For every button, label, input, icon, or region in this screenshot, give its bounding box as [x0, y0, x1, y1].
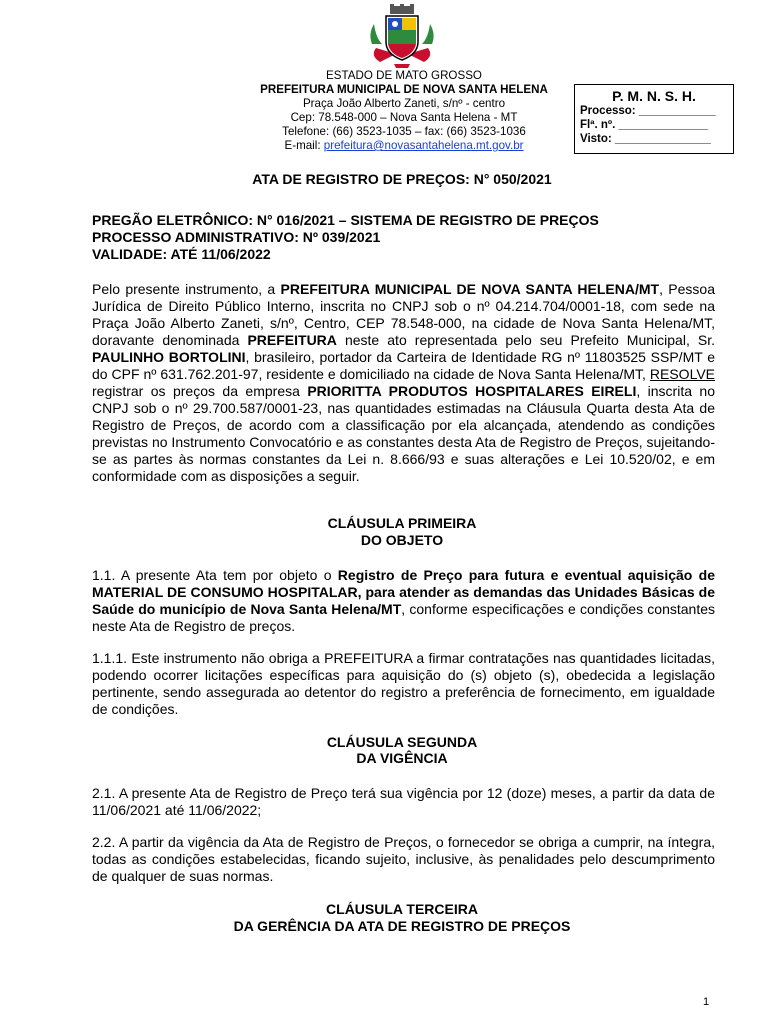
- clause3-subtitle: DA GERÊNCIA DA ATA DE REGISTRO DE PREÇOS: [233, 918, 571, 934]
- clause2-subtitle: DA VIGÊNCIA: [356, 750, 448, 766]
- pregao-line: PREGÃO ELETRÔNICO: N° 016/2021 – SISTEMA DE REGISTRO DE PREÇOS: [92, 212, 599, 228]
- intro-text-6: , inscrita no CNPJ sob o nº 29.700.587/0001-23, nas quantidades estimadas na Cláusula Quarta desta Ata de Registro de Preços, de acordo com a classificação por ela alcançada, atendendo as condições previstas no Instrumento Convocatório e as constantes desta Ata de Registro de Preços, sujeitando-se as partes às normas constantes da Lei n. 8.666/93 e suas alterações e Lei 10.520/02, e em conformidade com as disposições a seguir.: [92, 383, 716, 484]
- clause1-paragraph-1: [92, 567, 715, 635]
- intro-prefeitura-name: PREFEITURA MUNICIPAL DE NOVA SANTA HELENA/MT: [280, 281, 660, 297]
- clause1-paragraph-2: 1.1.1. Este instrumento não obriga a PREFEITURA a firmar contratações nas quantidades licitadas, podendo ocorrer licitações específicas para aquisição do (s) objeto (s), obedecida a legislação pertinente, sendo assegurada ao detentor do registro a preferência de fornecimento, em igualdade de condições.: [92, 650, 715, 717]
- intro-text-2: , Pessoa Jurídica de Direito Público Interno, inscrita no CNPJ sob o nº 04.214.704/0001-18, com sede na Praça João Alberto Zaneti, s/nº, Centro, CEP 78.548-000, na cidade de Nova Santa Helena/MT, doravante denominada: [92, 281, 715, 348]
- processo-line: PROCESSO ADMINISTRATIVO: Nº 039/2021: [92, 229, 381, 245]
- intro-prefeitura-alias: PREFEITURA: [247, 332, 337, 348]
- clause1-object: Registro de Preço para futura e eventual aquisição de MATERIAL DE CONSUMO HOSPITALAR, para atender as demandas das Unidades Básicas de Saúde do município de Nova Santa Helena/MT: [92, 567, 715, 617]
- intro-company-name: PRIORITTA PRODUTOS HOSPITALARES EIRELI: [307, 383, 637, 399]
- email-link[interactable]: prefeitura@novasantahelena.mt.gov.br: [323, 139, 524, 152]
- clause1-text-a: 1.1. A presente Ata tem por objeto o: [92, 567, 338, 583]
- stamp-processo: Processo: ____________: [580, 105, 716, 117]
- page-number: 1: [703, 996, 710, 1008]
- header-phone: Telefone: (66) 3523-1035 – fax: (66) 3523-1036: [282, 125, 526, 138]
- header-state: ESTADO DE MATO GROSSO: [326, 69, 482, 82]
- header-address: Praça João Alberto Zaneti, s/nº - centro: [302, 97, 506, 110]
- header-cep: Cep: 78.548-000 – Nova Santa Helena - MT: [290, 111, 518, 124]
- stamp-fls: Flª. nº. ______________: [580, 119, 709, 131]
- intro-text-4: , brasileiro, portador da Carteira de Identidade RG nº 11803525 SSP/MT e do CPF nº 631.762.201-97, residente e domiciliado na cidade de Nova Santa Helena/MT,: [92, 349, 716, 382]
- stamp-title: P. M. N. S. H.: [612, 88, 696, 104]
- email-label: E-mail:: [284, 139, 324, 152]
- clause2-paragraph-1: 2.1. A presente Ata de Registro de Preço terá sua vigência por 12 (doze) meses, a partir da data de 11/06/2021 até 11/06/2022;: [92, 785, 715, 818]
- protocol-stamp-box: [574, 84, 734, 154]
- intro-resolve: RESOLVE: [649, 366, 715, 382]
- intro-text-1: Pelo presente instrumento, a: [92, 281, 281, 297]
- document-title: ATA DE REGISTRO DE PREÇOS: N° 050/2021: [252, 171, 552, 187]
- intro-text-3: neste ato representada pelo seu Prefeito Municipal, Sr.: [336, 332, 716, 348]
- coat-of-arms-logo: [366, 4, 438, 68]
- clause1-subtitle: DO OBJETO: [360, 532, 444, 548]
- clause2-title: CLÁUSULA SEGUNDA: [326, 734, 478, 750]
- validade-line: VALIDADE: ATÉ 11/06/2022: [92, 246, 271, 262]
- clause2-paragraph-2: 2.2. A partir da vigência da Ata de Registro de Preços, o fornecedor se obriga a cumprir, na íntegra, todas as condições estabelecidas, ficando sujeito, inclusive, às penalidades pelo descumprimento de qualquer de suas normas.: [92, 834, 715, 884]
- stamp-visto: Visto: _______________: [580, 133, 711, 145]
- clause1-text-c: , conforme especificações e condições constantes neste Ata de Registro de preços.: [92, 601, 716, 634]
- intro-text-5: registrar os preços da empresa: [92, 383, 308, 399]
- clause3-title: CLÁUSULA TERCEIRA: [326, 901, 478, 917]
- intro-paragraph: [92, 281, 715, 485]
- header-email-line: [228, 139, 580, 153]
- header-prefeitura: PREFEITURA MUNICIPAL DE NOVA SANTA HELENA: [260, 83, 548, 96]
- clause1-title: CLÁUSULA PRIMEIRA: [327, 515, 477, 531]
- intro-mayor-name: PAULINHO BORTOLINI: [92, 349, 246, 365]
